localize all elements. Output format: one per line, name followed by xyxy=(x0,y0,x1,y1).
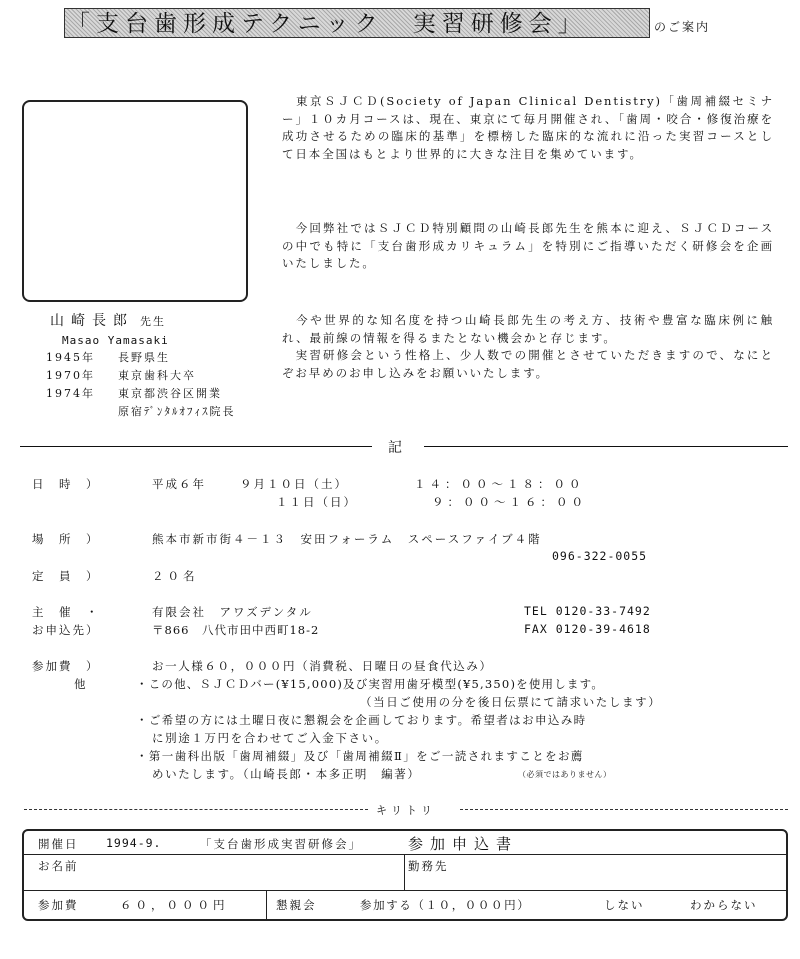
datetime-time1: １４：００～１８：００ xyxy=(414,477,585,491)
title-suffix: のご案内 xyxy=(654,20,711,34)
divider-line xyxy=(20,446,372,447)
fee-note: ・この他、ＳＪＣＤバー(¥15,000)及び実習用歯牙模型(¥5,350)を使用します。 xyxy=(136,677,605,691)
fee-note: に別途１万円を合わせてご入金下さい。 xyxy=(152,731,388,745)
form-column-divider xyxy=(266,891,267,919)
organizer-label: 主 催 ・ xyxy=(32,605,100,619)
page-title: 「支台歯形成テクニック 実習研修会」 xyxy=(64,8,650,38)
datetime-day1: ９月１０日（土） xyxy=(240,477,348,491)
lecturer-name: 山崎長郎 先生 xyxy=(50,313,166,329)
form-column-divider xyxy=(404,855,405,890)
form-party-undecided-option[interactable]: わからない xyxy=(690,898,758,912)
form-fee-value: ６０，０００円 xyxy=(120,898,229,912)
fee-note: ・第一歯科出版「歯周補綴」及び「歯周補綴Ⅱ」をご一読されますことをお薦 xyxy=(136,749,584,763)
form-row-divider xyxy=(24,890,786,891)
cut-line xyxy=(24,809,368,810)
form-event-name: 「支台歯形成実習研修会」 xyxy=(200,837,362,851)
intro-paragraph: 今回弊社ではＳＪＣＤ特別顧問の山崎長郎先生を熊本に迎え、ＳＪＣＤコースの中でも特に「支台歯形成カリキュラム」を特別にご指導いただく研修会を企画いたしました。 xyxy=(282,221,774,271)
history-desc: 東京歯科大卒 xyxy=(118,369,196,382)
history-desc: 原宿ﾃﾞﾝﾀﾙｵﾌｨｽ院長 xyxy=(118,405,236,418)
divider-label: 記 xyxy=(388,440,402,456)
organizer-address: 〒866 八代市田中西町18-2 xyxy=(152,623,320,637)
history-year: 1974年 xyxy=(46,387,95,400)
form-name-label[interactable]: お名前 xyxy=(38,859,79,873)
form-date-label: 開催日 xyxy=(38,837,79,851)
datetime-era-year: 平成６年 xyxy=(152,477,206,491)
fee-main: お一人様６０，０００円（消費税、日曜日の昼食代込み） xyxy=(152,659,493,673)
application-label: お申込先） xyxy=(32,623,100,637)
fee-label: 参加費 ） xyxy=(32,659,100,673)
form-party-label: 懇親会 xyxy=(276,898,317,912)
intro-paragraph: 今や世界的な知名度を持つ山崎長郎先生の考え方、技術や豊富な臨床例に触れ、最前線の情報を得るまたとない機会かと存じます。 実習研修会という性格上、少人数での開催とさせていただきますので、なにとぞお早めのお申し込みをお願いいたします。 xyxy=(282,313,774,380)
datetime-day2: １１日（日） xyxy=(276,495,357,509)
datetime-label: 日 時 ） xyxy=(32,477,100,491)
organizer-fax: FAX 0120-39-4618 xyxy=(524,622,651,636)
divider-line xyxy=(424,446,788,447)
organizer-tel: TEL 0120-33-7492 xyxy=(524,604,651,618)
datetime-time2: ９：００～１６：００ xyxy=(432,495,587,509)
history-desc: 長野県生 xyxy=(118,351,170,364)
history-desc: 東京都渋谷区開業 xyxy=(118,387,222,400)
form-workplace-label[interactable]: 勤務先 xyxy=(408,859,449,873)
form-row-divider xyxy=(24,854,786,855)
history-year: 1970年 xyxy=(46,369,95,382)
fee-note: めいたします。（山崎長郎・本多正明 編著） xyxy=(152,767,421,781)
venue-address: 熊本市新市街４－１３ 安田フォーラム スペースファイブ４階 xyxy=(152,532,542,546)
intro-paragraph: 東京ＳＪＣＤ(Society of Japan Clinical Dentistry)「歯周補綴セミナー」１０カ月コースは、現在、東京にて毎月開催され、「歯周・咬合・修復治療を成功させるための臨床的基準」を標榜した臨床的な流れに沿った実習コースとして日本全国はもとより世界的に大きな注目を集めています。 xyxy=(282,94,774,161)
venue-label: 場 所 ） xyxy=(32,532,100,546)
fee-note: （当日ご使用の分を後日伝票にて請求いたします） xyxy=(360,695,662,709)
history-year: 1945年 xyxy=(46,351,95,364)
form-party-attend-option[interactable]: 参加する（１０，０００円） xyxy=(360,898,531,912)
form-date-value: 1994-9. xyxy=(106,836,162,850)
others-label: 他 xyxy=(74,677,88,691)
capacity-label: 定 員 ） xyxy=(32,569,100,583)
lecturer-romaji: Masao Yamasaki xyxy=(62,334,169,347)
fee-note: ・ご希望の方には土曜日夜に懇親会を企画しております。希望者はお申込み時 xyxy=(136,713,587,727)
form-title: 参加申込書 xyxy=(408,835,519,853)
portrait-photo-frame xyxy=(22,100,248,302)
capacity-value: ２０名 xyxy=(152,569,199,583)
cut-line xyxy=(460,809,788,810)
organizer-company: 有限会社 アワズデンタル xyxy=(152,605,313,619)
form-fee-label: 参加費 xyxy=(38,898,79,912)
fee-note-small: （必須ではありません） xyxy=(518,770,612,779)
venue-phone: 096-322-0055 xyxy=(552,549,648,563)
lecturer-honorific: 先生 xyxy=(140,315,166,328)
cut-line-label: キリトリ xyxy=(376,804,436,817)
form-party-decline-option[interactable]: しない xyxy=(604,898,645,912)
